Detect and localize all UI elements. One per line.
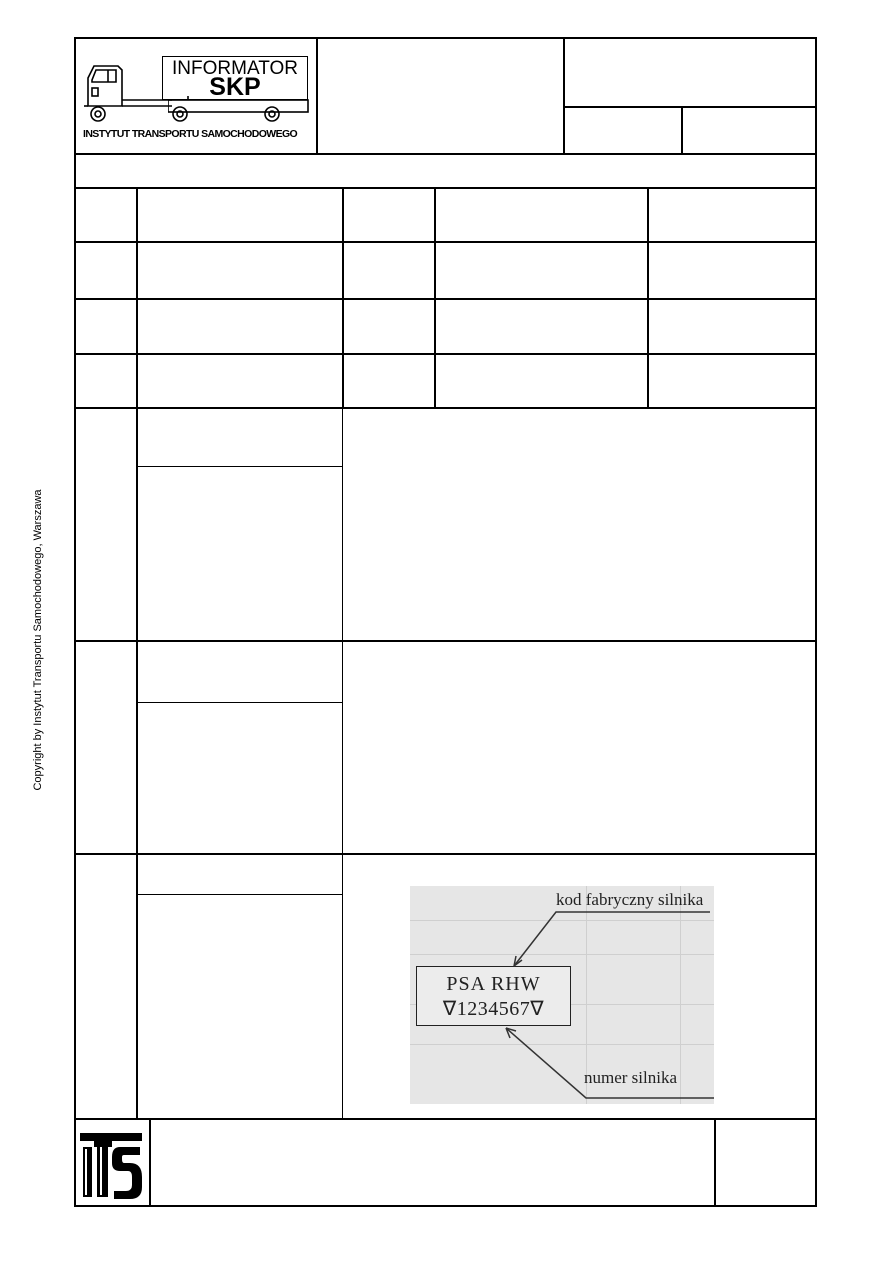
table-subrow-line (136, 702, 343, 703)
logo-line-1: INFORMATOR (172, 58, 298, 79)
footer-divider (714, 1118, 716, 1207)
table-row-line (74, 407, 817, 409)
header-divider (681, 106, 683, 154)
institute-name: INSTYTUT TRANSPORTU SAMOCHODOWEGO (83, 128, 298, 140)
table-column-line (342, 409, 343, 1120)
table-column-line (136, 187, 138, 1120)
plate-engine-number: ∇1234567∇ (442, 998, 545, 1020)
table-row-line (74, 241, 817, 243)
copyright-note: Copyright by Instytut Transportu Samochodowego, Warszawa (32, 489, 44, 791)
title-row-line (74, 187, 817, 189)
logo-title-box (162, 56, 308, 100)
engine-number-callout: numer silnika (584, 1068, 678, 1087)
table-row-line (74, 298, 817, 300)
truck-icon (82, 60, 172, 128)
plate-engine-code: PSA RHW (446, 973, 541, 995)
its-logo (80, 1133, 144, 1201)
footer-top-line (74, 1118, 817, 1120)
table-row-line (74, 640, 817, 642)
table-row-line (74, 353, 817, 355)
header-divider (563, 37, 565, 154)
table-subrow-line (136, 466, 343, 467)
engine-code-callout: kod fabryczny silnika (556, 890, 704, 909)
table-row-line (74, 853, 817, 855)
header-divider (563, 106, 817, 108)
table-subrow-line (136, 894, 343, 895)
logo-line-2: SKP (209, 73, 261, 101)
footer-divider (149, 1118, 151, 1207)
header-bottom-line (74, 153, 817, 155)
